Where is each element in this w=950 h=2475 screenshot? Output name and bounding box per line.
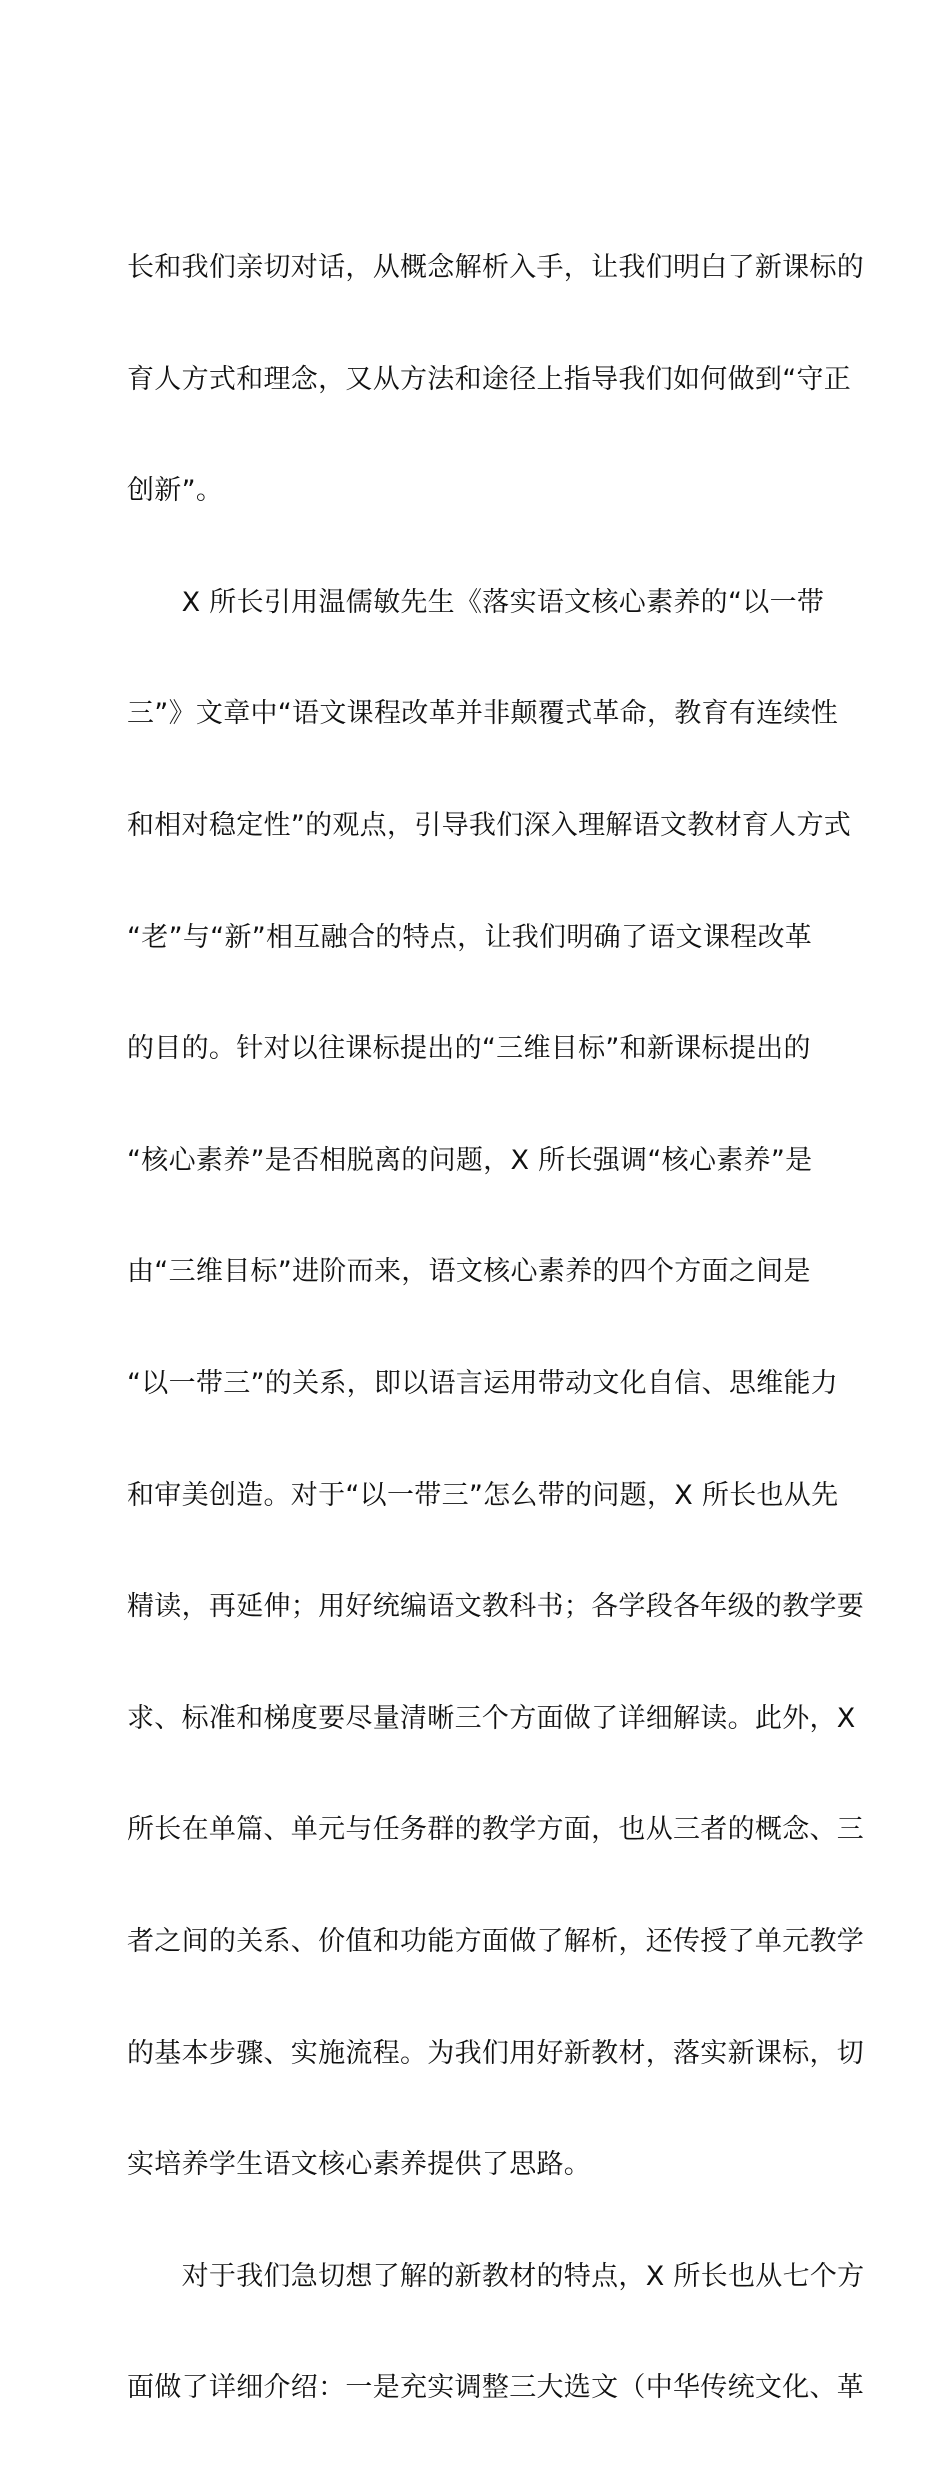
text-line: 和相对稳定性”的观点，引导我们深入理解语文教材育人方式 [127, 809, 852, 841]
text-line: “以一带三”的关系，即以语言运用带动文化自信、思维能力 [127, 1367, 839, 1399]
body-text [127, 181, 865, 2475]
text-line: 和审美创造。对于“以一带三”怎么带的问题，X 所长也从先 [127, 1479, 839, 1511]
text-line: 所长在单篇、单元与任务群的教学方面，也从三者的概念、三 [127, 1814, 865, 1846]
text-line: 面做了详细介绍：一是充实调整三大选文（中华传统文化、革 [127, 2372, 865, 2404]
text-line: 长和我们亲切对话，从概念解析入手，让我们明白了新课标的 [127, 252, 865, 283]
text-line: 三”》文章中“语文课程改革并非颠覆式革命，教育有连续性 [127, 698, 839, 730]
text-line: 由“三维目标”进阶而来，语文核心素养的四个方面之间是 [127, 1256, 811, 1288]
text-line: 对于我们急切想了解的新教材的特点，X 所长也从七个方 [127, 2260, 865, 2292]
text-line: 者之间的关系、价值和功能方面做了解析，还传授了单元教学 [127, 1925, 865, 1957]
text-line: X 所长引用温儒敏先生《落实语文核心素养的“以一带 [127, 586, 825, 618]
text-line: 创新”。 [127, 475, 224, 507]
text-line: “核心素养”是否相脱离的问题，X 所长强调“核心素养”是 [127, 1144, 813, 1176]
text-line: 求、标准和梯度要尽量清晰三个方面做了详细解读。此外，X [127, 1702, 856, 1734]
text-line: 实培养学生语文核心素养提供了思路。 [127, 2149, 592, 2181]
text-line: 的目的。针对以往课标提出的“三维目标”和新课标提出的 [127, 1033, 811, 1065]
text-line: 的基本步骤、实施流程。为我们用好新教材，落实新课标，切 [127, 2037, 865, 2069]
text-line: 精读，再延伸；用好统编语文教科书；各学段各年级的教学要 [127, 1591, 865, 1623]
text-line: 育人方式和理念，又从方法和途径上指导我们如何做到“守正 [127, 363, 852, 395]
text-line: “老”与“新”相互融合的特点，让我们明确了语文课程改革 [127, 921, 813, 953]
